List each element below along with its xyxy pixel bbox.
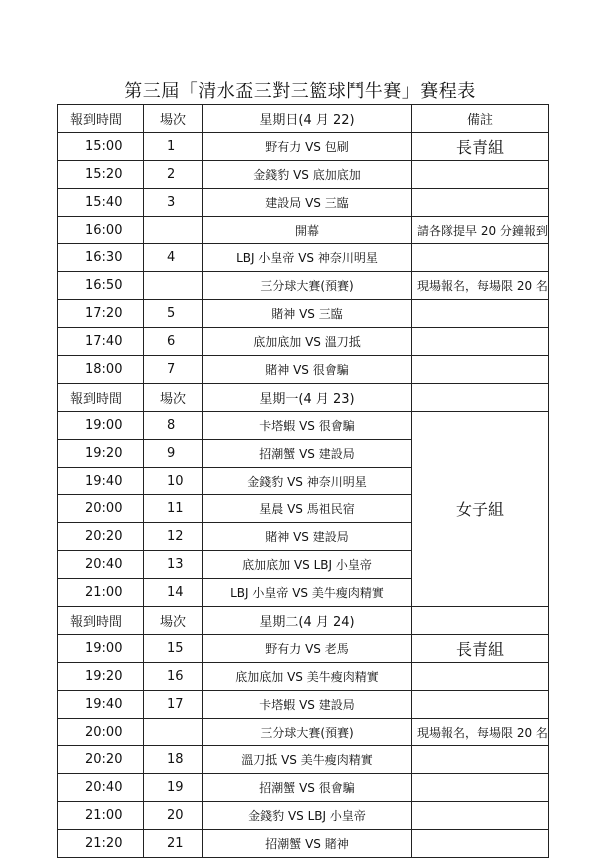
match-cell: 卡塔蝦 VS 很會騙 — [203, 411, 412, 439]
match-cell: 賭神 VS 很會騙 — [203, 356, 412, 384]
game-cell: 14 — [144, 579, 203, 607]
table-row — [58, 216, 549, 244]
match-cell: 野有力 VS 包刷 — [203, 132, 412, 160]
game-cell: 16 — [144, 662, 203, 690]
time-cell: 19:20 — [58, 662, 144, 690]
table-row — [58, 244, 549, 272]
header-game: 場次 — [144, 105, 203, 133]
game-cell: 2 — [144, 160, 203, 188]
note-cell — [412, 746, 549, 774]
match-cell: 招潮蟹 VS 賭神 — [203, 830, 412, 858]
game-cell: 18 — [144, 746, 203, 774]
match-cell: 野有力 VS 老馬 — [203, 634, 412, 662]
time-cell: 15:00 — [58, 132, 144, 160]
note-cell — [412, 160, 549, 188]
game-cell: 9 — [144, 439, 203, 467]
match-cell: 卡塔蝦 VS 建設局 — [203, 690, 412, 718]
time-cell: 21:20 — [58, 830, 144, 858]
table-row — [58, 662, 549, 690]
match-cell: 建設局 VS 三臨 — [203, 188, 412, 216]
header-date: 星期二(4 月 24) — [203, 607, 412, 635]
page-title: 第三屆「清水盃三對三籃球鬥牛賽」賽程表 — [124, 81, 476, 102]
table-row — [58, 160, 549, 188]
match-cell: 金錢豹 VS LBJ 小皇帝 — [203, 802, 412, 830]
time-cell: 20:00 — [58, 718, 144, 746]
note-cell: 長青組 — [412, 634, 549, 662]
match-cell: 招潮蟹 VS 很會騙 — [203, 774, 412, 802]
game-cell: 7 — [144, 356, 203, 384]
table-row — [58, 328, 549, 356]
note-cell: 現場報名，每場限 20 名 — [412, 718, 549, 746]
game-cell: 5 — [144, 300, 203, 328]
match-cell: 溫刀抵 VS 美牛瘦肉精實 — [203, 746, 412, 774]
header-date: 星期一(4 月 23) — [203, 383, 412, 411]
time-cell: 19:00 — [58, 411, 144, 439]
game-cell: 15 — [144, 634, 203, 662]
time-cell: 19:20 — [58, 439, 144, 467]
header-note: 備註 — [412, 105, 549, 133]
note-cell — [412, 244, 549, 272]
table-row — [58, 802, 549, 830]
note-cell: 請各隊提早 20 分鐘報到 — [412, 216, 549, 244]
game-cell: 4 — [144, 244, 203, 272]
game-cell: 17 — [144, 690, 203, 718]
game-cell: 1 — [144, 132, 203, 160]
game-cell — [144, 216, 203, 244]
note-cell — [412, 300, 549, 328]
game-cell: 11 — [144, 495, 203, 523]
table-row — [58, 634, 549, 662]
day-header-row — [58, 607, 549, 635]
note-cell — [412, 774, 549, 802]
game-cell: 12 — [144, 523, 203, 551]
game-cell: 19 — [144, 774, 203, 802]
header-date: 星期日(4 月 22) — [203, 105, 412, 133]
day-header-row — [58, 383, 549, 411]
match-cell: 開幕 — [203, 216, 412, 244]
note-cell: 女子組 — [412, 411, 549, 606]
time-cell: 17:20 — [58, 300, 144, 328]
game-cell: 3 — [144, 188, 203, 216]
match-cell: 底加底加 VS 美牛瘦肉精實 — [203, 662, 412, 690]
match-cell: 金錢豹 VS 底加底加 — [203, 160, 412, 188]
match-cell: 三分球大賽(預賽) — [203, 718, 412, 746]
time-cell: 20:40 — [58, 551, 144, 579]
match-cell: 招潮蟹 VS 建設局 — [203, 439, 412, 467]
match-cell: LBJ 小皇帝 VS 美牛瘦肉精實 — [203, 579, 412, 607]
game-cell: 20 — [144, 802, 203, 830]
time-cell: 17:40 — [58, 328, 144, 356]
game-cell: 8 — [144, 411, 203, 439]
note-cell — [412, 662, 549, 690]
time-cell: 20:40 — [58, 774, 144, 802]
game-cell: 21 — [144, 830, 203, 858]
table-row — [58, 774, 549, 802]
header-row — [58, 105, 549, 133]
match-cell: 賭神 VS 建設局 — [203, 523, 412, 551]
table-row — [58, 746, 549, 774]
table-row — [58, 188, 549, 216]
time-cell: 15:40 — [58, 188, 144, 216]
note-cell — [412, 690, 549, 718]
table-row — [58, 132, 549, 160]
time-cell: 16:50 — [58, 272, 144, 300]
header-time: 報到時間 — [58, 607, 144, 635]
game-cell — [144, 718, 203, 746]
note-cell — [412, 802, 549, 830]
table-row — [58, 356, 549, 384]
time-cell: 18:00 — [58, 356, 144, 384]
game-cell: 6 — [144, 328, 203, 356]
note-cell — [412, 328, 549, 356]
time-cell: 20:20 — [58, 746, 144, 774]
match-cell: 底加底加 VS LBJ 小皇帝 — [203, 551, 412, 579]
time-cell: 21:00 — [58, 579, 144, 607]
game-cell: 10 — [144, 467, 203, 495]
match-cell: LBJ 小皇帝 VS 神奈川明星 — [203, 244, 412, 272]
time-cell: 20:00 — [58, 495, 144, 523]
header-note-empty — [412, 607, 549, 635]
table-row — [58, 300, 549, 328]
match-cell: 金錢豹 VS 神奈川明星 — [203, 467, 412, 495]
time-cell: 16:30 — [58, 244, 144, 272]
note-cell — [412, 188, 549, 216]
time-cell: 20:20 — [58, 523, 144, 551]
time-cell: 16:00 — [58, 216, 144, 244]
note-cell — [412, 356, 549, 384]
header-time: 報到時間 — [58, 383, 144, 411]
table-row — [58, 718, 549, 746]
header-note-empty — [412, 383, 549, 411]
match-cell: 底加底加 VS 溫刀抵 — [203, 328, 412, 356]
header-game: 場次 — [144, 607, 203, 635]
table-row — [58, 690, 549, 718]
table-row — [58, 830, 549, 858]
note-cell: 長青組 — [412, 132, 549, 160]
note-cell: 現場報名，每場限 20 名 — [412, 272, 549, 300]
time-cell: 19:40 — [58, 690, 144, 718]
table-row — [58, 411, 549, 439]
table-row — [58, 272, 549, 300]
game-cell: 13 — [144, 551, 203, 579]
schedule-table — [57, 104, 549, 858]
match-cell: 三分球大賽(預賽) — [203, 272, 412, 300]
game-cell — [144, 272, 203, 300]
header-game: 場次 — [144, 383, 203, 411]
time-cell: 19:40 — [58, 467, 144, 495]
header-time: 報到時間 — [58, 105, 144, 133]
time-cell: 19:00 — [58, 634, 144, 662]
match-cell: 賭神 VS 三臨 — [203, 300, 412, 328]
note-cell — [412, 830, 549, 858]
time-cell: 21:00 — [58, 802, 144, 830]
match-cell: 星晨 VS 馬祖民宿 — [203, 495, 412, 523]
time-cell: 15:20 — [58, 160, 144, 188]
